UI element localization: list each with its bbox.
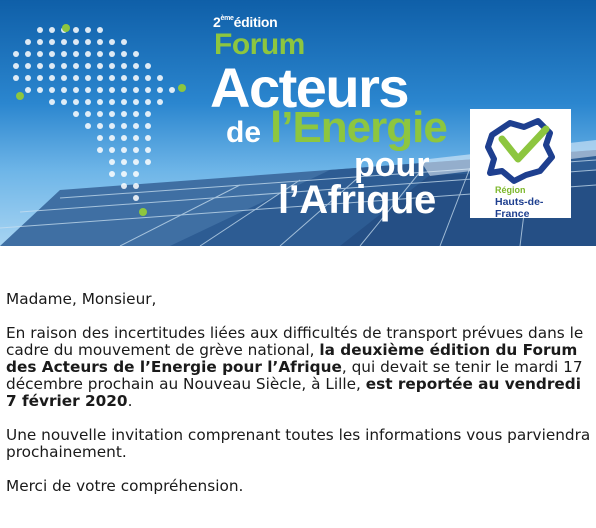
region-logo-box [470,109,571,218]
title-pour: pour [354,146,430,184]
title-forum: Forum [214,28,305,61]
postponement-paragraph: En raison des incertitudes liées aux difficultés de transport prévues dans le cadre du mouvement de grève national, la deuxième édition du Forum des Acteurs de l’Energie pour l’Afrique, qui devait se tenir le mardi 17 décembre prochain au Nouveau Siècle, à Lille, est reportée au vendredi 7 février 2020. [6,324,584,410]
region-name: Hauts-de-France [495,196,544,220]
title-de: de [226,116,262,149]
email-message [6,291,592,512]
invitation-paragraph: Une nouvelle invitation comprenant toutes les informations vous parviendra prochainement. [6,426,591,461]
event-banner [0,0,596,246]
title-acteurs: Acteurs [210,56,409,119]
thanks-paragraph: Merci de votre compréhension. [6,477,244,495]
greeting: Madame, Monsieur, [6,290,157,308]
new-date: est reportée au vendredi 7 février 2020 [6,375,581,410]
africa-dot-map [0,0,210,220]
edition-label: 2èmeédition [213,14,278,30]
title-afrique: l’Afrique [278,178,436,222]
hauts-de-france-map-icon [480,115,560,185]
title-energie: l’Energie [270,103,447,152]
region-label: Région [495,185,526,195]
event-name: la deuxième édition du Forum des Acteurs de l’Energie pour l’Afrique [6,341,578,376]
